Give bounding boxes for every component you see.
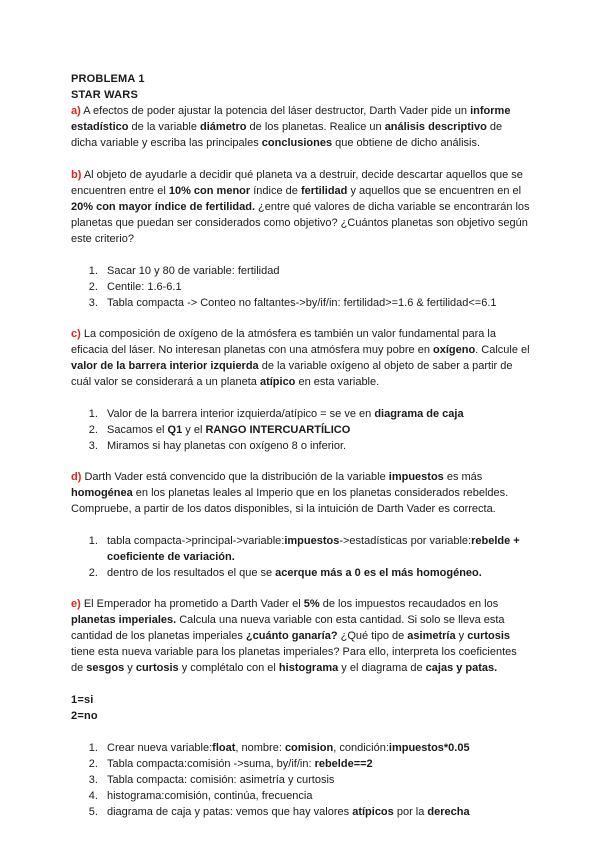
list-item: 1. Valor de la barrera interior izquierda/atípico = se ve en diagrama de caja [101,406,531,422]
list-item: 2. Centile: 1.6-6.1 [101,279,531,295]
list-item: 3. Miramos si hay planetas con oxígeno 8 o inferior. [101,438,531,454]
list-item: 2. Sacamos el Q1 y el RANGO INTERCUARTÍLICO [101,422,531,438]
question-c: c) La composición de oxígeno de la atmósfera es también un valor fundamental para la eficacia del láser. No interesan planetas con una atmósfera muy pobre en oxígeno. Calcule el valor de la barrera interior izquierda de la variable oxígeno al objeto de saber a partir de cuál valor se considerará a un planeta atípico en esta variable. [71,328,530,388]
list-item: 2. Tabla compacta:comisión ->suma, by/if/in: rebelde==2 [101,756,531,772]
problem-title: PROBLEMA 1 [71,73,145,85]
question-a: a) A efectos de poder ajustar la potencia del láser destructor, Darth Vader pide un informe estadístico de la variable diámetro de los planetas. Realice un análisis descriptivo de dicha variable y escriba las principales conclusiones que obtiene de dicho análisis. [71,105,511,149]
list-item: 5. diagrama de caja y patas: vemos que hay valores atípicos por la derecha [101,804,531,820]
list-item: 3. Tabla compacta -> Conteo no faltantes->by/if/in: fertilidad>=1.6 & fertilidad<=6.1 [101,295,531,311]
code-legend-yes: 1=si [71,694,94,706]
list-item: 3. Tabla compacta: comisión: asimetría y curtosis [101,772,531,788]
answer-c-steps [71,406,531,454]
list-item: 1. tabla compacta->principal->variable:impuestos->estadísticas por variable:rebelde + coeficiente de variación. [101,533,531,565]
answer-e-steps [71,740,531,820]
list-item: 1. Crear nueva variable:float, nombre: comision, condición:impuestos*0.05 [101,740,531,756]
answer-d-steps [71,533,531,581]
question-e: e) El Emperador ha prometido a Darth Vader el 5% de los impuestos recaudados en los planetas imperiales. Calcula una nueva variable con esta cantidad. Si solo se lleva esta cantidad de los planetas imperiales ¿cuánto ganaría? ¿Qué tipo de asimetría y curtosis tiene esta nueva variable para los planetas imperiales? Para ello, interpreta los coeficientes de sesgos y curtosis y complétalo con el histograma y el diagrama de cajas y patas. [71,598,517,674]
code-legend-no: 2=no [71,710,98,722]
list-item: 4. histograma:comisión, continúa, frecuencia [101,788,531,804]
answer-b-steps [71,263,531,311]
problem-subtitle: STAR WARS [71,89,138,101]
list-item: 2. dentro de los resultados el que se acerque más a 0 es el más homogéneo. [101,565,531,581]
question-d: d) Darth Vader está convencido que la distribución de la variable impuestos es más homogénea en los planetas leales al Imperio que en los planetas considerados rebeldes. Compruebe, a partir de los datos disponibles, si la intuición de Darth Vader es correcta. [71,471,509,515]
document-body [71,71,531,835]
question-b: b) Al objeto de ayudarle a decidir qué planeta va a destruir, decide descartar aquellos que se encuentren entre el 10% con menor índice de fertilidad y aquellos que se encuentren en el 20% con mayor índice de fertilidad. ¿entre qué valores de dicha variable se encontrarán los planetas que puedan ser considerados como objetivo? ¿Cuántos planetas son objetivo según este criterio? [71,169,530,245]
list-item: 1. Sacar 10 y 80 de variable: fertilidad [101,263,531,279]
